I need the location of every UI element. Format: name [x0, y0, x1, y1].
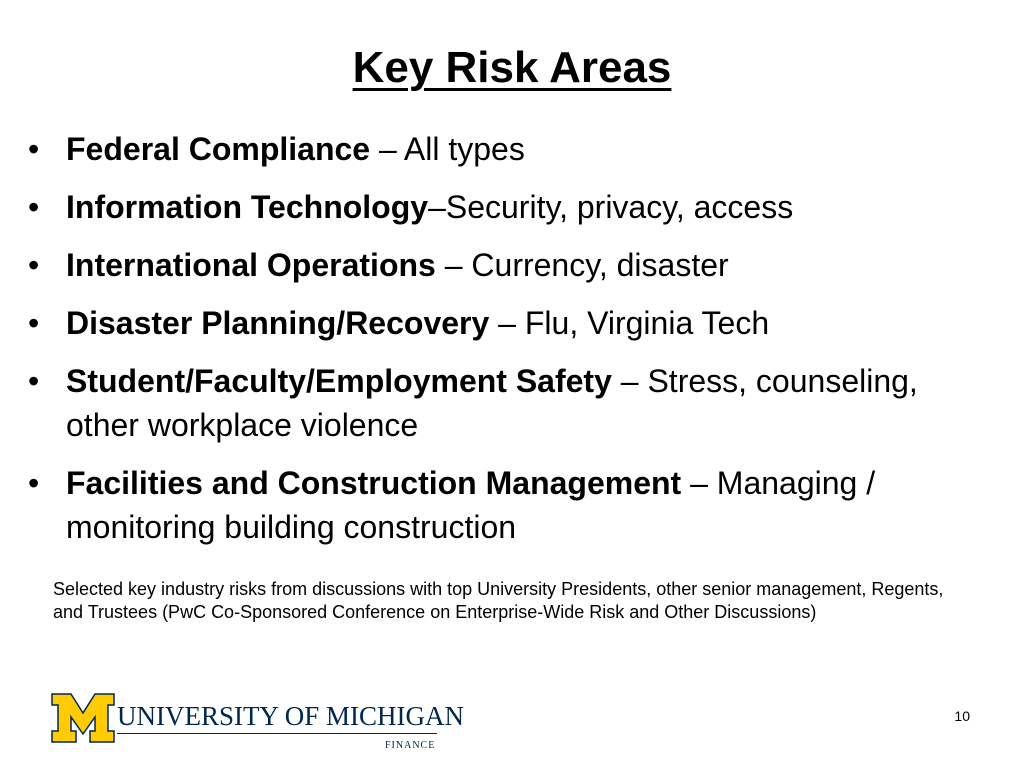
- bullet-detail: – Currency, disaster: [435, 247, 729, 283]
- block-m-icon: [51, 693, 115, 743]
- bullet-detail: – All types: [370, 131, 525, 167]
- bullet-icon: •: [28, 465, 40, 501]
- logo-divider: [117, 733, 437, 734]
- bullet-list: [28, 127, 998, 563]
- bullet-icon: •: [28, 363, 40, 399]
- university-logo: [51, 693, 464, 755]
- bullet-heading: Student/Faculty/Employment Safety: [66, 363, 612, 399]
- bullet-icon: •: [28, 247, 40, 283]
- bullet-heading: Federal Compliance: [66, 131, 371, 167]
- logo-subtitle: FINANCE: [385, 740, 436, 751]
- bullet-heading: International Operations: [66, 247, 436, 283]
- bullet-detail: – Managing / monitoring building construction: [66, 465, 876, 545]
- slide-title: Key Risk Areas: [352, 43, 672, 92]
- bullet-icon: •: [28, 189, 40, 225]
- logo-wordmark: UNIVERSITY OF MICHIGAN: [117, 701, 464, 731]
- bullet-detail: – Stress, counseling, other workplace violence: [66, 363, 918, 443]
- bullet-heading: Information Technology: [66, 189, 429, 225]
- bullet-icon: •: [28, 131, 40, 167]
- bullet-heading: Facilities and Construction Management: [66, 465, 682, 501]
- bullet-detail: –Security, privacy, access: [428, 189, 794, 225]
- bullet-item: [28, 359, 998, 447]
- bullet-detail: – Flu, Virginia Tech: [489, 305, 770, 341]
- bullet-heading: Disaster Planning/Recovery: [66, 305, 490, 341]
- bullet-item: [28, 301, 998, 345]
- bullet-item: [28, 243, 998, 287]
- bullet-item: [28, 461, 998, 549]
- bullet-item: [28, 127, 998, 171]
- footnote: Selected key industry risks from discussions with top University Presidents, other senior management, Regents, and Trustees (PwC Co-Sponsored Conference on Enterprise-Wide Risk and Other Discussions): [53, 579, 944, 622]
- page-number: 10: [954, 708, 970, 724]
- bullet-item: [28, 185, 998, 229]
- bullet-icon: •: [28, 305, 40, 341]
